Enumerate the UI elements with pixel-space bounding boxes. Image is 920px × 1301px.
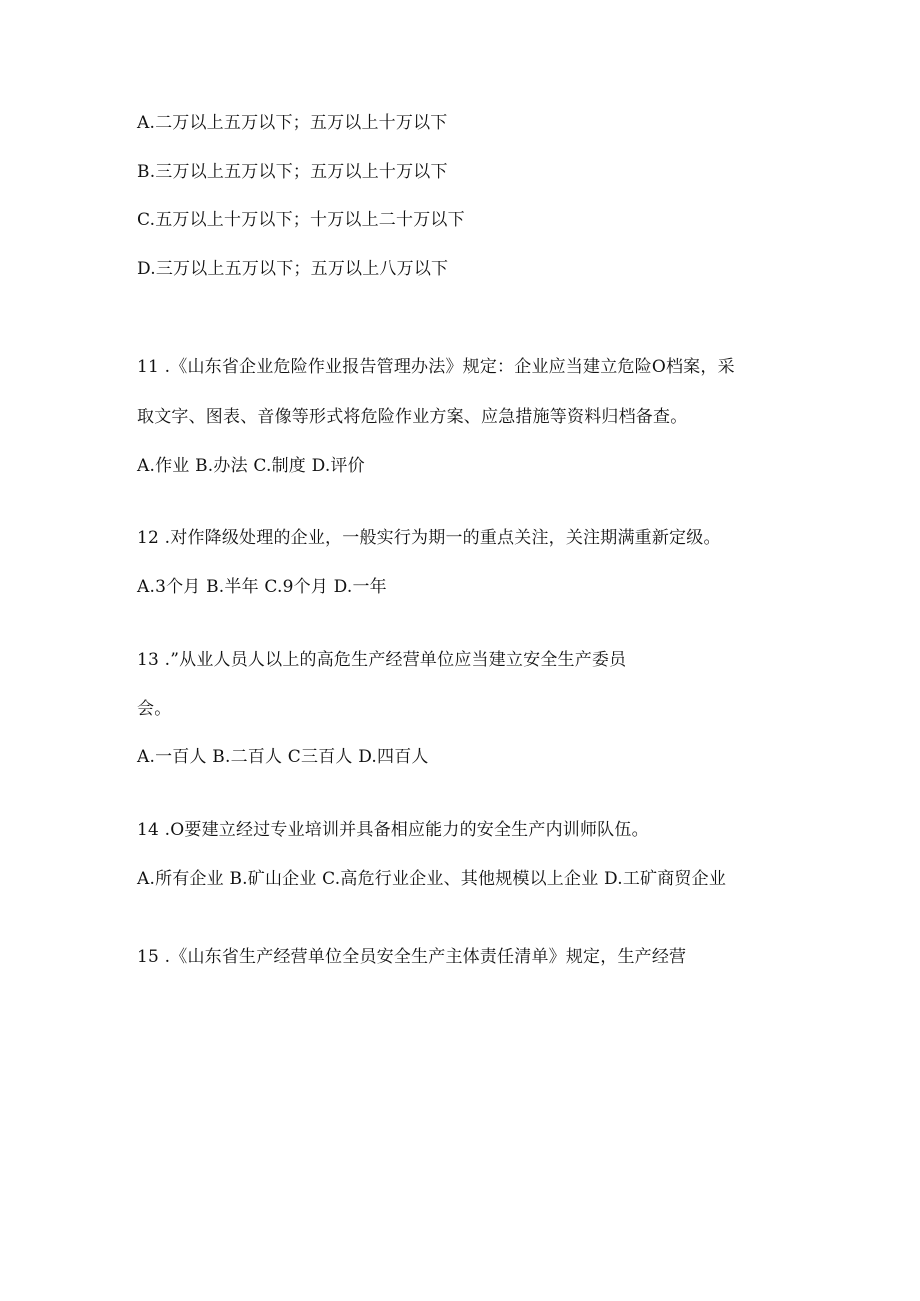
question-13-line-2: 会。 [137, 699, 172, 719]
question-12-text: 12 .对作降级处理的企业，一般实行为期一的重点关注，关注期满重新定级。 [137, 528, 721, 548]
question-14-text: 14 .O要建立经过专业培训并具备相应能力的安全生产内训师队伍。 [137, 820, 649, 840]
question-15-text: 15 .《山东省生产经营单位全员安全生产主体责任清单》规定，生产经营 [137, 947, 687, 967]
question-13-line-1: 13 .”从业人员人以上的高危生产经营单位应当建立安全生产委员 [137, 650, 627, 670]
prev-option-a: A.二万以上五万以下；五万以上十万以下 [137, 113, 448, 133]
prev-option-c: C.五万以上十万以下；十万以上二十万以下 [137, 210, 465, 230]
question-11-options: A.作业 B.办法 C.制度 D.评价 [137, 456, 365, 476]
prev-option-d: D.三万以上五万以下；五万以上八万以下 [137, 259, 449, 279]
prev-option-b: B.三万以上五万以下；五万以上十万以下 [137, 162, 448, 182]
question-13-options: A.一百人 B.二百人 C三百人 D.四百人 [137, 747, 429, 767]
question-14-options: A.所有企业 B.矿山企业 C.高危行业企业、其他规模以上企业 D.工矿商贸企业 [137, 869, 727, 889]
question-12-options: A.3个月 B.半年 C.9个月 D.一年 [137, 577, 387, 597]
question-11-line-2: 取文字、图表、音像等形式将危险作业方案、应急措施等资料归档备查。 [137, 407, 688, 427]
question-11-line-1: 11 .《山东省企业危险作业报告管理办法》规定：企业应当建立危险O档案，采 [137, 357, 735, 377]
